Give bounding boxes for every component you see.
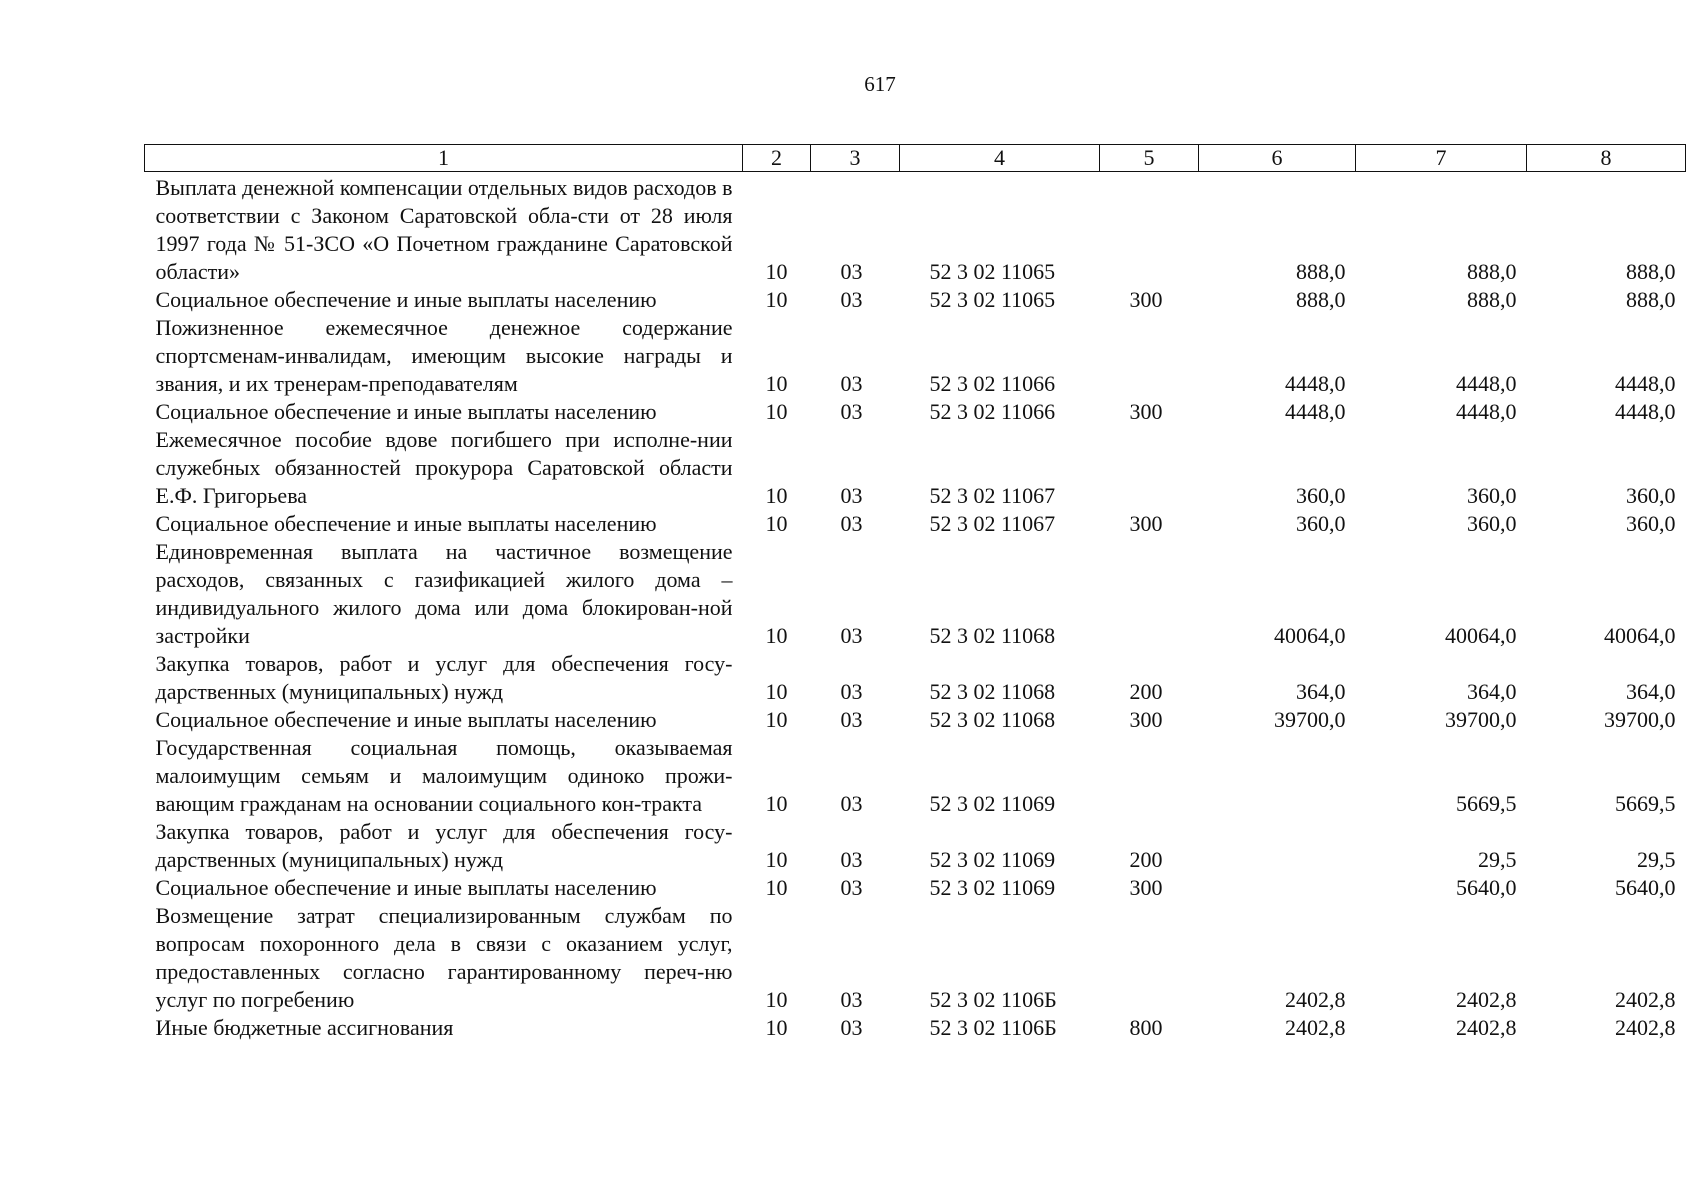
row-expense-type [1100,902,1199,1014]
row-value-col-6: 364,0 [1296,679,1346,704]
row-value-col-6: 888,0 [1296,259,1346,284]
row-value-col-7: 888,0 [1467,259,1517,284]
row-target-article: 52 3 02 11068 [929,623,1056,648]
table-row [145,650,1686,706]
row-expense-type: 200 [1129,679,1163,704]
row-value-col-7: 5669,5 [1456,791,1517,816]
row-value-col-8: 5640,0 [1615,875,1676,900]
row-value-col-7: 5640,0 [1456,875,1517,900]
row-subsection: 03 [840,511,863,536]
row-name: Социальное обеспечение и иные выплаты населению [155,511,657,536]
row-expense-type: 200 [1129,847,1163,872]
row-section: 10 [765,287,788,312]
row-value-col-7: 360,0 [1467,483,1517,508]
row-value-col-8: 4448,0 [1615,371,1676,396]
row-value-col-7: 29,5 [1478,847,1517,872]
table-row [145,426,1686,510]
row-section: 10 [765,707,788,732]
row-section: 10 [765,483,788,508]
row-value-col-6: 360,0 [1296,483,1346,508]
header-col-3: 3 [811,145,900,172]
row-subsection: 03 [840,847,863,872]
row-value-col-7: 2402,8 [1456,987,1517,1012]
row-target-article: 52 3 02 11068 [929,679,1056,704]
row-subsection: 03 [840,791,863,816]
row-expense-type [1100,734,1199,818]
row-section: 10 [765,847,788,872]
table-row [145,314,1686,398]
row-expense-type [1100,314,1199,398]
row-subsection: 03 [840,287,863,312]
row-name: Единовременная выплата на частичное возмещение расходов, связанных с газификацией жилого дома – индивидуального жилого дома или дома блокирован-ной застройки [155,539,733,648]
row-value-col-7: 4448,0 [1456,399,1517,424]
row-target-article: 52 3 02 11067 [929,483,1056,508]
row-section: 10 [765,875,788,900]
row-value-col-8: 4448,0 [1615,399,1676,424]
row-name: Социальное обеспечение и иные выплаты населению [155,287,657,312]
row-section: 10 [765,791,788,816]
table-header [145,145,1686,172]
row-target-article: 52 3 02 11066 [929,399,1056,424]
header-row [145,145,1686,172]
row-value-col-8: 888,0 [1626,259,1676,284]
row-section: 10 [765,987,788,1012]
header-col-2: 2 [743,145,811,172]
row-name: Закупка товаров, работ и услуг для обеспечения госу-дарственных (муниципальных) нужд [155,819,733,872]
row-name: Выплата денежной компенсации отдельных видов расходов в соответствии с Законом Саратовской обла-сти от 28 июля 1997 года № 51-ЗСО «О Почетном гражданине Саратовской области» [155,175,733,284]
row-value-col-6 [1199,874,1356,902]
row-value-col-7: 2402,8 [1456,1015,1517,1040]
row-subsection: 03 [840,707,863,732]
row-name: Социальное обеспечение и иные выплаты населению [155,875,657,900]
row-section: 10 [765,399,788,424]
table-row [145,398,1686,426]
row-value-col-7: 40064,0 [1445,623,1517,648]
header-col-1: 1 [145,145,743,172]
row-value-col-8: 360,0 [1626,483,1676,508]
row-name: Закупка товаров, работ и услуг для обеспечения госу-дарственных (муниципальных) нужд [155,651,733,704]
row-value-col-8: 360,0 [1626,511,1676,536]
row-target-article: 52 3 02 11067 [929,511,1056,536]
row-value-col-6: 888,0 [1296,287,1346,312]
row-target-article: 52 3 02 11066 [929,371,1056,396]
table-row [145,902,1686,1014]
row-target-article: 52 3 02 1106Б [929,1015,1057,1040]
row-subsection: 03 [840,1015,863,1040]
table-row [145,538,1686,650]
row-name: Государственная социальная помощь, оказываемая малоимущим семьям и малоимущим одиноко прожи-вающим гражданам на основании социального кон-тракта [155,735,733,816]
table-row [145,874,1686,902]
header-col-7: 7 [1356,145,1527,172]
row-name: Иные бюджетные ассигнования [155,1015,454,1040]
row-expense-type: 300 [1129,399,1163,424]
table-row [145,172,1686,287]
row-subsection: 03 [840,679,863,704]
table-row [145,510,1686,538]
table-body [145,172,1686,1043]
row-expense-type [1100,538,1199,650]
row-value-col-7: 888,0 [1467,287,1517,312]
row-value-col-6: 2402,8 [1285,987,1346,1012]
row-name: Ежемесячное пособие вдове погибшего при исполне-нии служебных обязанностей прокурора Саратовской области Е.Ф. Григорьева [155,427,733,508]
table-row [145,734,1686,818]
row-name: Пожизненное ежемесячное денежное содержание спортсменам-инвалидам, имеющим высокие награды и звания, и их тренерам-преподавателям [155,315,733,396]
row-value-col-6: 4448,0 [1285,399,1346,424]
row-subsection: 03 [840,987,863,1012]
row-target-article: 52 3 02 1106Б [929,987,1057,1012]
row-subsection: 03 [840,483,863,508]
header-col-6: 6 [1199,145,1356,172]
row-value-col-6: 39700,0 [1274,707,1346,732]
row-section: 10 [765,623,788,648]
row-value-col-6: 40064,0 [1274,623,1346,648]
row-target-article: 52 3 02 11065 [929,259,1056,284]
row-expense-type: 300 [1129,875,1163,900]
row-subsection: 03 [840,371,863,396]
table-row [145,706,1686,734]
row-value-col-6: 4448,0 [1285,371,1346,396]
row-value-col-7: 364,0 [1467,679,1517,704]
row-expense-type [1100,426,1199,510]
row-value-col-6: 360,0 [1296,511,1346,536]
row-target-article: 52 3 02 11069 [929,875,1056,900]
row-expense-type: 300 [1129,707,1163,732]
row-expense-type [1100,172,1199,287]
table-row [145,286,1686,314]
row-name: Социальное обеспечение и иные выплаты населению [155,399,657,424]
row-target-article: 52 3 02 11069 [929,847,1056,872]
row-expense-type: 300 [1129,287,1163,312]
header-col-8: 8 [1527,145,1686,172]
row-subsection: 03 [840,623,863,648]
budget-table [144,144,1686,1042]
row-value-col-6 [1199,818,1356,874]
row-target-article: 52 3 02 11068 [929,707,1056,732]
row-section: 10 [765,371,788,396]
row-value-col-8: 29,5 [1637,847,1676,872]
row-section: 10 [765,511,788,536]
row-value-col-8: 2402,8 [1615,987,1676,1012]
row-value-col-8: 2402,8 [1615,1015,1676,1040]
header-col-4: 4 [900,145,1100,172]
table-row [145,1014,1686,1042]
page-number: 617 [864,72,896,96]
row-name: Возмещение затрат специализированным службам по вопросам похоронного дела в связи с оказанием услуг, предоставленных согласно гарантированному переч-ню услуг по погребению [155,903,733,1012]
row-value-col-6 [1199,734,1356,818]
row-subsection: 03 [840,259,863,284]
row-value-col-8: 5669,5 [1615,791,1676,816]
row-target-article: 52 3 02 11065 [929,287,1056,312]
header-col-5: 5 [1100,145,1199,172]
row-value-col-8: 39700,0 [1604,707,1676,732]
row-target-article: 52 3 02 11069 [929,791,1056,816]
row-value-col-6: 2402,8 [1285,1015,1346,1040]
row-subsection: 03 [840,399,863,424]
row-value-col-7: 360,0 [1467,511,1517,536]
row-expense-type: 300 [1129,511,1163,536]
table-row [145,818,1686,874]
row-subsection: 03 [840,875,863,900]
row-value-col-8: 888,0 [1626,287,1676,312]
row-section: 10 [765,679,788,704]
row-value-col-8: 40064,0 [1604,623,1676,648]
row-expense-type: 800 [1129,1015,1163,1040]
row-section: 10 [765,259,788,284]
row-section: 10 [765,1015,788,1040]
row-value-col-7: 4448,0 [1456,371,1517,396]
row-value-col-8: 364,0 [1626,679,1676,704]
row-value-col-7: 39700,0 [1445,707,1517,732]
row-name: Социальное обеспечение и иные выплаты населению [155,707,657,732]
